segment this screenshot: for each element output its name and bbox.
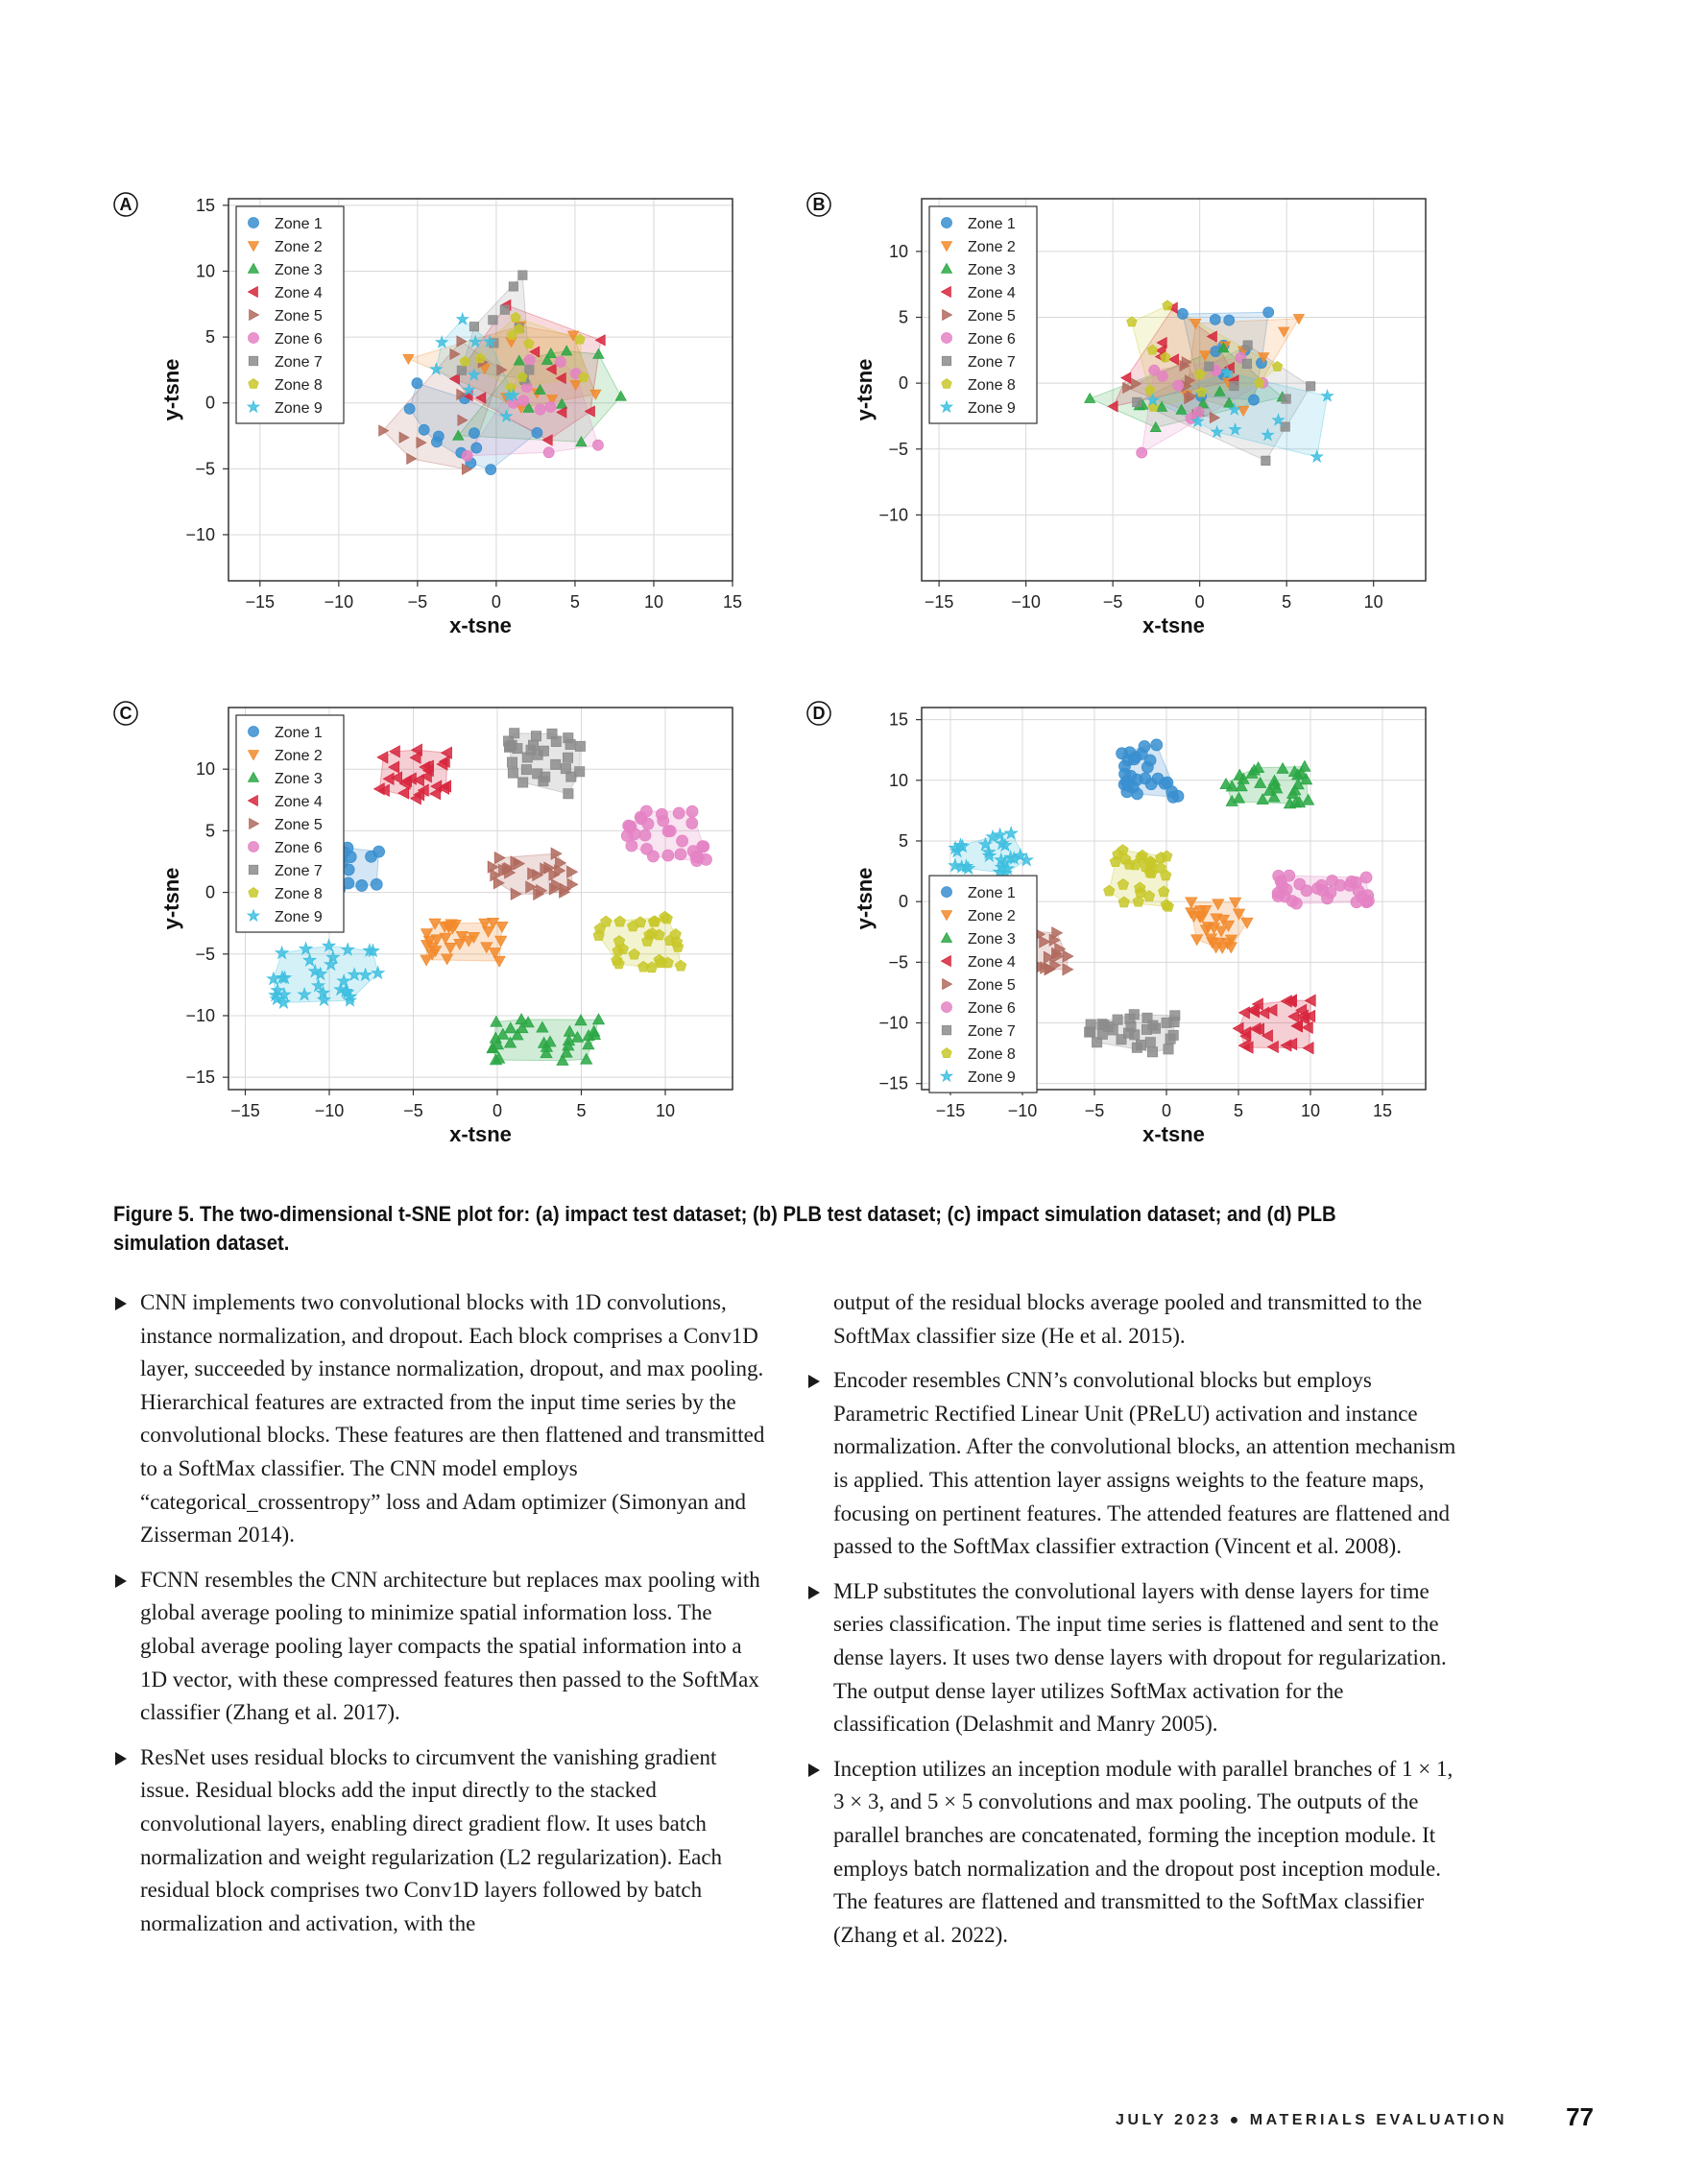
legend-label: Zone 3: [275, 262, 323, 278]
y-tick-label: 15: [195, 195, 215, 215]
x-tick-label: 5: [1282, 592, 1292, 612]
legend-marker-square-icon: [942, 356, 950, 365]
legend-label: Zone 9: [275, 400, 323, 417]
point-zone-1: [471, 443, 482, 453]
point-zone-7: [1243, 341, 1252, 349]
y-tick-label: −5: [888, 952, 908, 972]
y-tick-label: −10: [185, 524, 215, 544]
point-zone-7: [564, 733, 573, 743]
y-tick-label: 10: [888, 770, 908, 790]
x-tick-label: −5: [1102, 592, 1123, 612]
point-zone-1: [371, 878, 382, 890]
point-zone-6: [1284, 870, 1295, 881]
point-zone-1: [1124, 747, 1136, 758]
legend-label: Zone 1: [968, 885, 1016, 902]
bullet-fcnn: FCNN resembles the CNN architecture but replaces max pooling with global average pooling to minimize spatial information loss. The global average pooling layer compacts the spatial information into a 1D vector, with these compressed features then passed to the SoftMax classifier (Zhang et al. 2017).: [113, 1564, 766, 1730]
point-zone-7: [1147, 1047, 1157, 1057]
y-tick-label: −10: [185, 1005, 215, 1025]
x-axis: [936, 1090, 1392, 1146]
bullet-encoder: Encoder resembles CNN’s convolutional blocks but employs Parametric Rectified Linear Unit (PReLU) activation and instance normalization. After the convolutional blocks, an attention mechanism is applied. This attention layer assigns weights to the feature maps, focusing on pertinent features. The attended features are flattened and passed to the SoftMax classifier extraction (Vincent et al. 2008).: [806, 1364, 1459, 1564]
point-zone-6: [1149, 365, 1160, 375]
point-zone-6: [1173, 380, 1184, 391]
point-zone-6: [635, 811, 646, 823]
point-zone-6: [1273, 870, 1285, 881]
point-zone-7: [521, 765, 531, 775]
legend-marker-square-icon: [249, 356, 257, 365]
x-tick-label: 10: [1363, 592, 1383, 612]
point-zone-6: [1137, 447, 1147, 458]
legend: [929, 876, 1037, 1092]
x-tick-label: −10: [314, 1101, 345, 1120]
point-zone-6: [623, 820, 635, 831]
panel-letter-text: A: [119, 195, 132, 214]
legend-label: Zone 2: [968, 239, 1016, 255]
x-tick-label: 15: [722, 592, 743, 612]
panel-letter-d: [807, 702, 830, 725]
point-zone-6: [700, 853, 711, 865]
point-zone-7: [500, 305, 509, 314]
point-zone-7: [457, 366, 466, 374]
point-zone-6: [1272, 887, 1284, 899]
point-zone-7: [1133, 397, 1141, 406]
point-zone-6: [639, 829, 651, 841]
y-tick-label: 5: [898, 830, 908, 851]
point-zone-7: [1145, 1038, 1155, 1047]
bullet-triangle-icon: [808, 1375, 820, 1388]
point-zone-7: [1281, 422, 1289, 431]
bullet-cnn: CNN implements two convolutional blocks with 1D convolutions, instance normalization, and dropout. Each block comprises a Conv1D layer, succeeded by instance normalization, dropout, and max pooling. Hierarchical features are extracted from the input time series by the convolutional blocks. These features are then flattened and transmitted to a SoftMax classifier. The CNN model employs “categorical_crossentropy” loss and Adam optimizer (Simonyan and Zisserman 2014).: [113, 1286, 766, 1552]
point-zone-7: [1150, 1023, 1160, 1033]
point-zone-1: [431, 437, 442, 447]
legend-label: Zone 4: [275, 794, 323, 810]
point-zone-7: [561, 764, 570, 774]
page-number: 77: [1566, 2102, 1594, 2131]
x-axis-label: x-tsne: [1142, 1122, 1205, 1146]
point-zone-6: [462, 450, 472, 461]
y-tick-label: 5: [898, 307, 908, 327]
x-tick-label: −15: [924, 592, 954, 612]
legend-marker-square-icon: [249, 865, 257, 874]
panel-letter-text: C: [119, 704, 132, 723]
point-zone-6: [1360, 872, 1372, 883]
point-zone-7: [1130, 1030, 1140, 1040]
page-footer: [1056, 2102, 1594, 2141]
legend-marker-circle-icon: [249, 842, 259, 852]
point-zone-6: [687, 846, 699, 857]
legend-label: Zone 2: [968, 908, 1016, 925]
x-tick-label: 5: [1233, 1101, 1244, 1120]
legend-marker-circle-icon: [942, 218, 952, 228]
legend-marker-circle-icon: [942, 1002, 952, 1013]
legend: [929, 206, 1037, 423]
point-zone-1: [1151, 739, 1163, 751]
figure-caption: Figure 5. The two-dimensional t-SNE plot for: (a) impact test dataset; (b) PLB test dataset; (c) impact simulation dataset; and (d) PLB simulation dataset.: [113, 1202, 1336, 1255]
legend-label: Zone 5: [968, 308, 1016, 324]
point-zone-7: [1205, 362, 1213, 371]
bullet-inception: Inception utilizes an inception module with parallel branches of 1 × 1, 3 × 3, and 5 × 5 convolutions and max pooling. The outputs of the parallel branches are concatenated, forming the inception module. It employs batch normalization and the dropout post inception module. The features are flattened and transmitted to the SoftMax classifier (Zhang et al. 2022).: [806, 1753, 1459, 1953]
point-zone-6: [621, 830, 633, 842]
y-tick-label: −15: [878, 1073, 908, 1093]
point-zone-7: [539, 777, 548, 786]
point-zone-7: [469, 323, 478, 331]
legend-marker-circle-icon: [249, 727, 259, 737]
y-axis-label: y-tsne: [159, 358, 183, 421]
x-tick-label: 0: [1194, 592, 1205, 612]
point-zone-1: [1263, 307, 1274, 318]
point-zone-6: [524, 354, 535, 365]
point-zone-1: [1224, 315, 1235, 325]
resnet-continuation: output of the residual blocks average pooled and transmitted to the SoftMax classifier size (He et al. 2015).: [833, 1290, 1423, 1348]
point-zone-7: [504, 742, 514, 752]
point-zone-1: [1177, 308, 1188, 319]
legend-label: Zone 4: [968, 285, 1016, 301]
x-tick-label: 15: [1372, 1101, 1393, 1120]
y-tick-label: 0: [898, 373, 908, 394]
point-zone-6: [675, 849, 686, 860]
point-zone-7: [507, 757, 517, 767]
point-zone-6: [1353, 885, 1364, 897]
panel-letter-a: [114, 193, 137, 216]
point-zone-7: [1132, 1043, 1141, 1052]
point-zone-1: [419, 424, 429, 435]
point-zone-7: [509, 282, 517, 291]
figure-panel-c: [113, 696, 776, 1166]
point-zone-7: [1108, 1025, 1117, 1035]
point-zone-6: [543, 447, 554, 458]
point-zone-7: [518, 778, 528, 787]
point-zone-7: [1262, 456, 1270, 465]
right-column: [806, 1286, 1459, 1963]
y-tick-label: 5: [204, 327, 215, 348]
bullet-triangle-icon: [115, 1752, 127, 1765]
point-zone-6: [1186, 413, 1196, 423]
x-axis: [246, 581, 742, 637]
y-axis: [159, 196, 228, 544]
x-tick-label: 0: [492, 1101, 503, 1120]
x-tick-label: 0: [491, 592, 501, 612]
legend-label: Zone 1: [275, 216, 323, 232]
point-zone-7: [575, 767, 585, 777]
point-zone-1: [1119, 768, 1131, 780]
point-zone-1: [1131, 774, 1142, 785]
point-zone-6: [535, 404, 545, 415]
point-zone-1: [469, 428, 479, 439]
y-tick-label: −5: [195, 459, 215, 479]
x-tick-label: 5: [569, 592, 580, 612]
point-zone-1: [1141, 761, 1153, 773]
point-zone-6: [686, 805, 698, 817]
point-zone-7: [1170, 1011, 1180, 1020]
x-tick-label: −10: [1011, 592, 1041, 612]
legend: [236, 715, 344, 932]
point-zone-6: [673, 807, 685, 819]
legend-label: Zone 6: [968, 331, 1016, 348]
point-zone-7: [522, 753, 532, 762]
point-zone-7: [1125, 1014, 1135, 1023]
x-tick-label: 10: [1300, 1101, 1321, 1120]
journal-running-footer: JULY 2023 ● MATERIALS EVALUATION: [1116, 2112, 1507, 2128]
y-axis: [853, 710, 922, 1093]
point-zone-6: [1322, 893, 1334, 904]
bullet-mlp: MLP substitutes the convolutional layers with dense layers for time series classification. The input time series is flattened and sent to the dense layers. It uses two dense layers with dropout for regularization. The output dense layer utilizes SoftMax activation for the classification (Delashmit and Manry 2005).: [806, 1575, 1459, 1741]
point-zone-6: [592, 440, 603, 450]
tsne-plot-d: [806, 696, 1469, 1166]
figure-panel-d: [806, 696, 1469, 1166]
figure-panel-a: [113, 187, 776, 658]
point-zone-1: [1248, 395, 1259, 405]
y-tick-label: −10: [878, 505, 908, 525]
x-tick-label: −15: [245, 592, 276, 612]
point-zone-7: [518, 271, 527, 279]
point-zone-7: [564, 789, 573, 799]
point-zone-6: [1362, 895, 1374, 906]
legend-marker-circle-icon: [249, 333, 259, 344]
point-zone-1: [1121, 786, 1133, 798]
point-zone-7: [551, 759, 561, 769]
legend-label: Zone 6: [275, 331, 323, 348]
legend-label: Zone 5: [968, 977, 1016, 995]
x-tick-label: −10: [324, 592, 354, 612]
left-column: [113, 1286, 766, 1952]
y-tick-label: 10: [888, 241, 908, 261]
x-tick-label: 0: [1161, 1101, 1172, 1120]
legend-label: Zone 5: [275, 817, 323, 833]
x-tick-label: 10: [655, 1101, 676, 1120]
point-zone-7: [1113, 1015, 1122, 1024]
y-axis: [853, 242, 922, 524]
x-tick-label: −5: [1084, 1101, 1105, 1120]
point-zone-1: [1152, 773, 1164, 784]
point-zone-7: [533, 750, 542, 759]
x-tick-label: −5: [407, 592, 428, 612]
point-zone-6: [1294, 878, 1306, 890]
bullet-triangle-icon: [808, 1586, 820, 1599]
point-zone-7: [1307, 382, 1315, 391]
y-tick-label: −5: [888, 439, 908, 459]
x-tick-label: −10: [1007, 1101, 1038, 1120]
point-zone-6: [677, 835, 688, 847]
legend-label: Zone 9: [968, 1069, 1016, 1087]
panel-letter-text: D: [812, 704, 826, 723]
point-zone-7: [1242, 359, 1251, 368]
point-zone-1: [404, 403, 415, 414]
legend-label: Zone 6: [968, 1000, 1016, 1018]
tsne-plot-c: [113, 696, 776, 1166]
legend-label: Zone 7: [968, 1023, 1016, 1041]
legend-label: Zone 7: [968, 354, 1016, 371]
tsne-plot-b: [806, 187, 1469, 658]
point-zone-6: [555, 356, 565, 367]
point-zone-6: [658, 815, 669, 827]
point-zone-1: [373, 846, 385, 857]
point-zone-7: [1230, 381, 1238, 390]
x-tick-label: 5: [576, 1101, 587, 1120]
x-tick-label: 10: [643, 592, 663, 612]
point-zone-7: [1093, 1038, 1102, 1047]
bullet-resnet: ResNet uses residual blocks to circumvent the vanishing gradient issue. Residual blocks add the input directly to the stacked convolutional layers, enabling direct gradient flow. It uses batch normalization and weight regularization (L2 regularization). Each residual block comprises two Conv1D layers followed by batch normalization and activation, with the: [113, 1741, 766, 1941]
point-zone-1: [1210, 314, 1220, 324]
y-tick-label: −15: [185, 1068, 215, 1088]
point-zone-6: [662, 850, 674, 861]
y-axis: [159, 759, 228, 1087]
y-tick-label: 15: [888, 709, 908, 730]
y-axis-label: y-tsne: [159, 867, 183, 930]
x-tick-label: −15: [230, 1101, 260, 1120]
point-zone-7: [1168, 1030, 1178, 1040]
legend-label: Zone 4: [968, 954, 1016, 972]
point-zone-7: [531, 732, 541, 741]
point-zone-6: [1316, 879, 1328, 891]
legend-label: Zone 3: [968, 262, 1016, 278]
point-zone-6: [545, 401, 556, 412]
point-zone-6: [1334, 879, 1346, 891]
y-tick-label: 5: [204, 821, 215, 841]
point-zone-7: [525, 366, 534, 374]
legend-label: Zone 2: [275, 748, 323, 764]
y-tick-label: 0: [204, 393, 215, 413]
x-axis-label: x-tsne: [1142, 613, 1205, 637]
point-zone-7: [563, 753, 572, 762]
x-axis: [925, 581, 1383, 637]
legend-label: Zone 3: [275, 771, 323, 787]
panel-letter-b: [807, 193, 830, 216]
legend-marker-circle-icon: [249, 218, 259, 228]
legend-label: Zone 8: [968, 1046, 1016, 1064]
point-zone-6: [686, 817, 698, 828]
x-axis: [230, 1090, 675, 1146]
bullet-triangle-icon: [808, 1764, 820, 1777]
legend-label: Zone 8: [275, 377, 323, 394]
point-zone-1: [486, 465, 496, 475]
bullet-triangle-icon: [115, 1297, 127, 1310]
legend-label: Zone 3: [968, 931, 1016, 948]
point-zone-6: [1286, 896, 1298, 907]
point-zone-1: [1172, 790, 1184, 802]
point-zone-6: [698, 841, 709, 852]
point-zone-6: [647, 851, 659, 862]
point-zone-7: [575, 741, 585, 751]
x-axis-label: x-tsne: [449, 1122, 512, 1146]
tsne-plot-a: [113, 187, 776, 658]
y-tick-label: −5: [195, 944, 215, 964]
legend-label: Zone 7: [275, 863, 323, 879]
legend-label: Zone 8: [275, 886, 323, 902]
legend-marker-circle-icon: [942, 887, 952, 898]
y-tick-label: 10: [195, 759, 215, 780]
x-axis-label: x-tsne: [449, 613, 512, 637]
legend-label: Zone 1: [275, 725, 323, 741]
legend-label: Zone 8: [968, 377, 1016, 394]
point-zone-7: [528, 740, 538, 750]
y-tick-label: 0: [898, 892, 908, 912]
legend-label: Zone 7: [275, 354, 323, 371]
figure-panel-b: [806, 187, 1469, 658]
panel-letter-text: B: [812, 195, 826, 214]
legend-marker-square-icon: [942, 1025, 950, 1034]
point-zone-7: [1086, 1027, 1095, 1037]
bullet-triangle-icon: [115, 1574, 127, 1588]
y-axis-label: y-tsne: [853, 358, 877, 421]
legend-label: Zone 6: [275, 840, 323, 856]
legend-label: Zone 9: [275, 909, 323, 925]
legend: [236, 206, 344, 423]
point-zone-1: [532, 427, 542, 438]
legend-label: Zone 5: [275, 308, 323, 324]
legend-label: Zone 1: [968, 216, 1016, 232]
point-zone-7: [547, 729, 557, 738]
point-zone-7: [1282, 395, 1290, 403]
legend-label: Zone 4: [275, 285, 323, 301]
point-zone-7: [508, 768, 517, 778]
x-tick-label: −5: [403, 1101, 423, 1120]
point-zone-6: [518, 396, 529, 406]
y-axis-label: y-tsne: [853, 867, 877, 930]
legend-label: Zone 2: [275, 239, 323, 255]
legend-marker-circle-icon: [942, 333, 952, 344]
y-tick-label: −10: [878, 1013, 908, 1033]
point-zone-7: [1164, 1044, 1173, 1054]
point-zone-7: [489, 316, 497, 324]
point-zone-1: [356, 879, 368, 891]
point-zone-6: [664, 826, 676, 837]
point-zone-1: [412, 378, 422, 389]
x-tick-label: −15: [935, 1101, 966, 1120]
y-tick-label: 10: [195, 261, 215, 281]
y-tick-label: 0: [204, 882, 215, 902]
panel-letter-c: [114, 702, 137, 725]
point-zone-1: [1136, 748, 1147, 759]
legend-label: Zone 9: [968, 400, 1016, 417]
